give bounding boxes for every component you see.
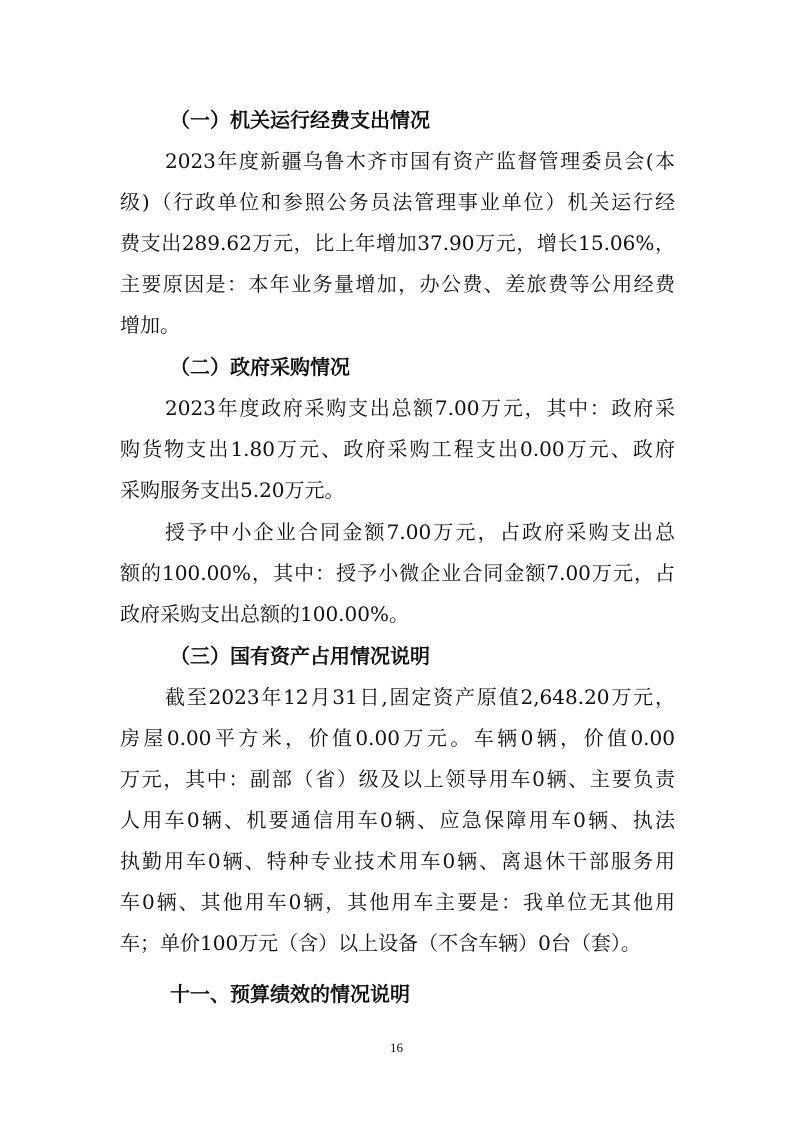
section-heading-budget-performance: 十一、预算绩效的情况说明 — [170, 982, 410, 1006]
text-line: 费支出289.62万元，比上年增加37.90万元，增长15.06%， — [120, 231, 675, 255]
text-line: 授予中小企业合同金额7.00万元，占政府采购支出总 — [165, 520, 675, 544]
text-line: 额的100.00%，其中：授予小微企业合同金额7.00万元，占 — [120, 561, 675, 585]
page-number: 16 — [390, 1040, 403, 1055]
text-line: 级)（行政单位和参照公务员法管理事业单位）机关运行经 — [120, 190, 675, 214]
text-line: 2023年度政府采购支出总额7.00万元，其中：政府采 — [165, 396, 675, 420]
text-line: 政府采购支出总额的100.00%。 — [120, 602, 409, 626]
text-line: 执勤用车0辆、特种专业技术用车0辆、离退休干部服务用 — [120, 849, 675, 873]
section-heading-state-assets: （三）国有资产占用情况说明 — [170, 644, 430, 668]
text-line: 截至2023年12月31日,固定资产原值2,648.20万元， — [165, 685, 675, 709]
text-line: 采购服务支出5.20万元。 — [120, 478, 345, 502]
paragraph-state-assets — [120, 677, 675, 964]
text-line: 万元，其中：副部（省）级及以上领导用车0辆、主要负责 — [120, 767, 675, 791]
paragraph-operating-expenses — [120, 141, 675, 346]
text-line: 车；单价100万元（含）以上设备（不含车辆）0台（套）。 — [120, 931, 641, 955]
text-line: 2023年度新疆乌鲁木齐市国有资产监督管理委员会(本 — [165, 149, 675, 173]
section-heading-operating-expenses: （一）机关运行经费支出情况 — [170, 108, 430, 132]
text-line: 增加。 — [120, 313, 180, 337]
text-line: 车0辆、其他用车0辆，其他用车主要是：我单位无其他用 — [120, 890, 675, 914]
text-line: 人用车0辆、机要通信用车0辆、应急保障用车0辆、执法 — [120, 808, 675, 832]
paragraph-sme-contracts — [120, 512, 675, 635]
section-heading-government-procurement: （二）政府采购情况 — [170, 355, 350, 379]
text-line: 购货物支出1.80万元、政府采购工程支出0.00万元、政府 — [120, 437, 675, 461]
text-line: 主要原因是：本年业务量增加，办公费、差旅费等公用经费 — [120, 272, 675, 296]
text-line: 房屋0.00平方米，价值0.00万元。车辆0辆，价值0.00 — [120, 726, 675, 750]
paragraph-procurement-total — [120, 388, 675, 511]
